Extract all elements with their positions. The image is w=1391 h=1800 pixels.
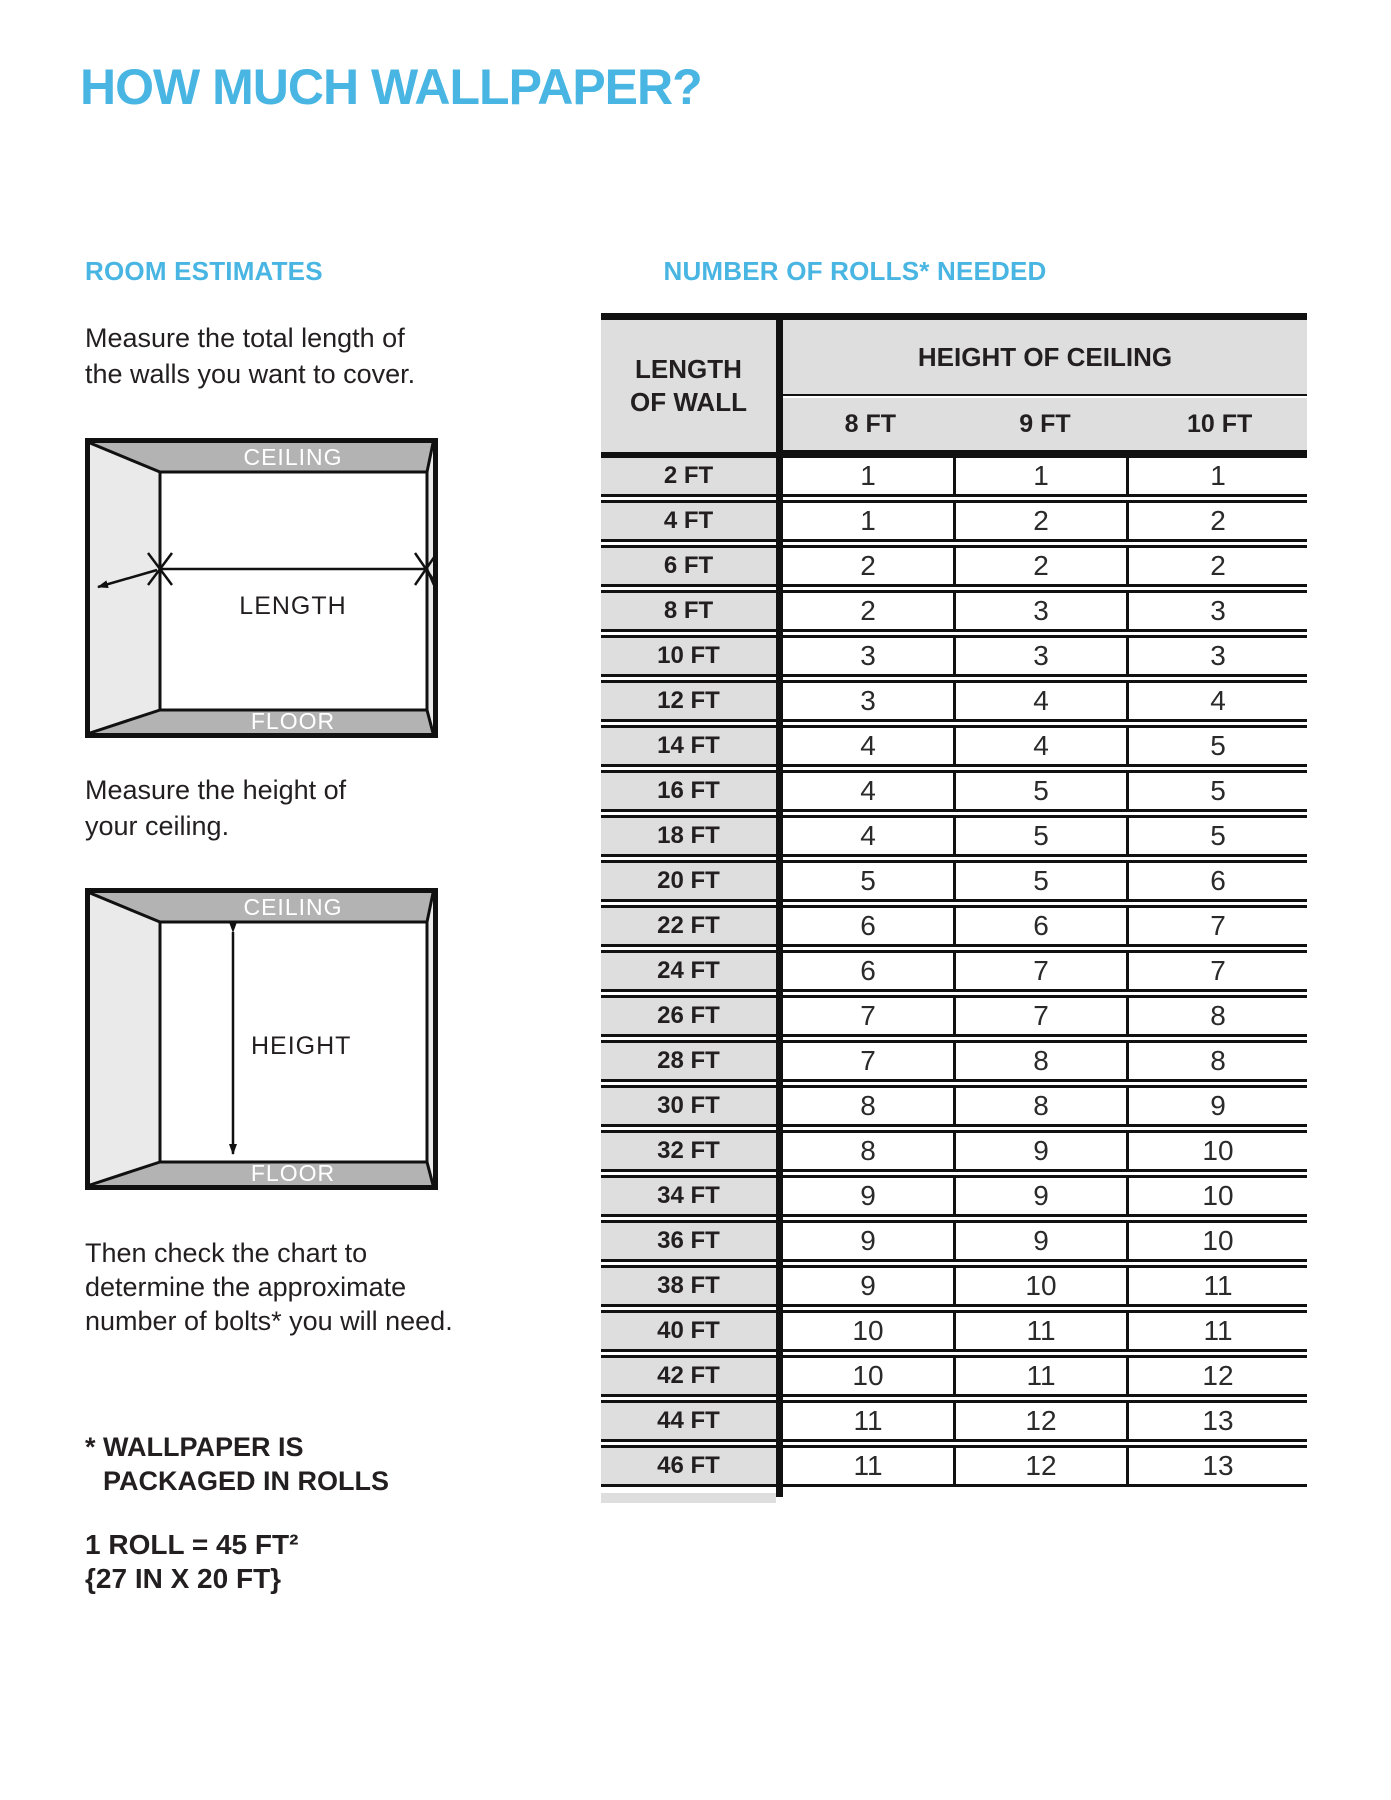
table-top-border	[601, 313, 1307, 320]
footnote	[85, 1430, 389, 1498]
row-header-line2: OF WALL	[630, 387, 747, 417]
ceiling-label: CEILING	[243, 894, 343, 920]
data-cell: 10	[783, 1355, 956, 1397]
row-label: 30 FT	[601, 1085, 776, 1127]
data-cell: 3	[956, 590, 1129, 632]
row-divider-gap	[776, 680, 783, 722]
row-divider-gap	[776, 1220, 783, 1262]
row-divider-gap	[776, 1175, 783, 1217]
data-cell: 8	[1129, 1040, 1307, 1082]
data-cell: 9	[956, 1130, 1129, 1172]
row-divider-gap	[776, 905, 783, 947]
instruction-chart-line3: number of bolts* you will need.	[85, 1306, 453, 1336]
data-cell: 8	[956, 1085, 1129, 1127]
row-divider-gap	[776, 995, 783, 1037]
table-row	[601, 1085, 1307, 1127]
data-cell: 2	[783, 545, 956, 587]
row-label: 32 FT	[601, 1130, 776, 1172]
data-cell: 9	[1129, 1085, 1307, 1127]
data-cell: 3	[956, 635, 1129, 677]
length-label: LENGTH	[239, 592, 347, 620]
data-cell: 1	[956, 455, 1129, 497]
data-cell: 8	[783, 1085, 956, 1127]
data-cell: 5	[1129, 770, 1307, 812]
column-subheader-row	[783, 398, 1307, 455]
row-label: 12 FT	[601, 680, 776, 722]
row-divider-gap	[776, 545, 783, 587]
floor-label: FLOOR	[250, 1160, 336, 1186]
data-cell: 5	[1129, 815, 1307, 857]
data-cell: 5	[783, 860, 956, 902]
row-divider-gap	[776, 770, 783, 812]
row-label: 40 FT	[601, 1310, 776, 1352]
row-label: 18 FT	[601, 815, 776, 857]
room-diagram-length	[85, 438, 438, 738]
row-divider-gap	[776, 815, 783, 857]
table-row	[601, 455, 1307, 497]
instruction-chart-line2: determine the approximate	[85, 1272, 407, 1302]
data-cell: 7	[783, 995, 956, 1037]
data-cell: 2	[956, 545, 1129, 587]
data-cell: 1	[783, 455, 956, 497]
data-cell: 6	[783, 905, 956, 947]
row-divider-gap	[776, 635, 783, 677]
data-cell: 10	[783, 1310, 956, 1352]
data-cell: 2	[1129, 500, 1307, 542]
data-cell: 5	[956, 815, 1129, 857]
table-row	[601, 1400, 1307, 1442]
data-cell: 4	[1129, 680, 1307, 722]
data-cell: 5	[1129, 725, 1307, 767]
column-label-10ft: 10 FT	[1187, 409, 1253, 438]
row-label: 38 FT	[601, 1265, 776, 1307]
roll-size-info	[85, 1528, 298, 1596]
table-row	[601, 1265, 1307, 1307]
row-divider-gap	[776, 725, 783, 767]
data-cell: 2	[783, 590, 956, 632]
instruction-chart-line1: Then check the chart to	[85, 1238, 368, 1268]
roll-size-line2: {27 IN X 20 FT}	[85, 1563, 282, 1594]
left-wall-surface	[90, 443, 160, 733]
section-heading-room-estimates: ROOM ESTIMATES	[85, 256, 323, 286]
data-cell: 10	[1129, 1220, 1307, 1262]
footnote-line1: * WALLPAPER IS	[85, 1432, 304, 1462]
table-row	[601, 1310, 1307, 1352]
row-divider-gap	[776, 1085, 783, 1127]
instruction-length	[85, 320, 415, 392]
table-rows	[601, 455, 1307, 1490]
row-label: 8 FT	[601, 590, 776, 632]
data-cell: 9	[783, 1175, 956, 1217]
data-cell: 3	[1129, 590, 1307, 632]
column-header-cell: HEIGHT OF CEILING	[783, 320, 1307, 396]
row-label: 22 FT	[601, 905, 776, 947]
left-wall-surface	[90, 893, 160, 1185]
row-divider-gap	[776, 500, 783, 542]
data-cell: 9	[783, 1220, 956, 1262]
data-cell: 9	[956, 1175, 1129, 1217]
table-row	[601, 1445, 1307, 1487]
table-row	[601, 545, 1307, 587]
data-cell: 11	[1129, 1265, 1307, 1307]
data-cell: 3	[1129, 635, 1307, 677]
row-label: 36 FT	[601, 1220, 776, 1262]
table-row	[601, 950, 1307, 992]
back-wall	[160, 472, 427, 710]
data-cell: 13	[1129, 1445, 1307, 1487]
page-title: HOW MUCH WALLPAPER?	[80, 59, 702, 115]
data-cell: 12	[956, 1445, 1129, 1487]
data-cell: 8	[783, 1130, 956, 1172]
data-cell: 7	[956, 950, 1129, 992]
row-divider-gap	[776, 1310, 783, 1352]
table-row	[601, 680, 1307, 722]
row-label: 28 FT	[601, 1040, 776, 1082]
instruction-height-line1: Measure the height of	[85, 775, 347, 805]
data-cell: 9	[956, 1220, 1129, 1262]
data-cell: 7	[1129, 905, 1307, 947]
data-cell: 4	[783, 770, 956, 812]
data-cell: 8	[956, 1040, 1129, 1082]
data-cell: 11	[783, 1445, 956, 1487]
table-row	[601, 1220, 1307, 1262]
data-cell: 10	[956, 1265, 1129, 1307]
data-cell: 4	[783, 725, 956, 767]
table-row	[601, 995, 1307, 1037]
table-row	[601, 500, 1307, 542]
ceiling-label: CEILING	[243, 444, 343, 470]
table-row	[601, 815, 1307, 857]
room-diagram-height	[85, 888, 438, 1190]
data-cell: 12	[1129, 1355, 1307, 1397]
data-cell: 6	[783, 950, 956, 992]
table-row	[601, 1175, 1307, 1217]
data-cell: 1	[1129, 455, 1307, 497]
table-row	[601, 905, 1307, 947]
row-label: 10 FT	[601, 635, 776, 677]
row-label: 16 FT	[601, 770, 776, 812]
data-cell: 4	[956, 680, 1129, 722]
table-row	[601, 1355, 1307, 1397]
table-row	[601, 725, 1307, 767]
rolls-table	[601, 313, 1307, 1505]
row-label: 20 FT	[601, 860, 776, 902]
data-cell: 8	[1129, 995, 1307, 1037]
data-cell: 2	[956, 500, 1129, 542]
row-divider-gap	[776, 1445, 783, 1487]
data-cell: 10	[1129, 1130, 1307, 1172]
instruction-length-line2: the walls you want to cover.	[85, 359, 416, 389]
data-cell: 7	[1129, 950, 1307, 992]
column-label-9ft: 9 FT	[1019, 409, 1071, 438]
column-label-8ft: 8 FT	[844, 409, 897, 438]
data-cell: 7	[783, 1040, 956, 1082]
data-cell: 3	[783, 635, 956, 677]
table-bottom-gray-strip	[601, 1493, 776, 1503]
table-heading: NUMBER OF ROLLS* NEEDED	[663, 256, 1047, 286]
instruction-height-line2: your ceiling.	[85, 811, 230, 841]
table-row	[601, 860, 1307, 902]
data-cell: 6	[956, 905, 1129, 947]
instruction-height	[85, 772, 346, 844]
data-cell: 6	[1129, 860, 1307, 902]
height-label: HEIGHT	[251, 1032, 352, 1060]
row-divider-gap	[776, 1130, 783, 1172]
data-cell: 9	[783, 1265, 956, 1307]
row-divider-gap	[776, 1400, 783, 1442]
data-cell: 11	[956, 1310, 1129, 1352]
table-row	[601, 635, 1307, 677]
row-label: 44 FT	[601, 1400, 776, 1442]
data-cell: 11	[783, 1400, 956, 1442]
data-cell: 12	[956, 1400, 1129, 1442]
row-divider-gap	[776, 1265, 783, 1307]
data-cell: 3	[783, 680, 956, 722]
row-divider-gap	[776, 455, 783, 497]
row-divider-gap	[776, 1355, 783, 1397]
data-cell: 5	[956, 860, 1129, 902]
row-header-line1: LENGTH	[635, 354, 742, 384]
row-label: 4 FT	[601, 500, 776, 542]
table-row	[601, 1130, 1307, 1172]
data-cell: 11	[1129, 1310, 1307, 1352]
table-row	[601, 590, 1307, 632]
data-cell: 13	[1129, 1400, 1307, 1442]
table-row	[601, 770, 1307, 812]
row-divider-gap	[776, 950, 783, 992]
data-cell: 2	[1129, 545, 1307, 587]
row-label: 26 FT	[601, 995, 776, 1037]
row-divider-gap	[776, 1040, 783, 1082]
row-divider-gap	[776, 860, 783, 902]
row-header-cell	[601, 320, 776, 455]
data-cell: 10	[1129, 1175, 1307, 1217]
row-label: 42 FT	[601, 1355, 776, 1397]
data-cell: 11	[956, 1355, 1129, 1397]
data-cell: 4	[956, 725, 1129, 767]
row-divider-gap	[776, 590, 783, 632]
row-label: 46 FT	[601, 1445, 776, 1487]
table-row	[601, 1040, 1307, 1082]
row-label: 14 FT	[601, 725, 776, 767]
row-label: 34 FT	[601, 1175, 776, 1217]
instruction-chart	[85, 1236, 453, 1338]
footnote-line2: PACKAGED IN ROLLS	[103, 1466, 390, 1496]
data-cell: 1	[783, 500, 956, 542]
data-cell: 5	[956, 770, 1129, 812]
roll-size-line1: 1 ROLL = 45 FT²	[85, 1529, 299, 1560]
row-label: 2 FT	[601, 455, 776, 497]
row-label: 24 FT	[601, 950, 776, 992]
instruction-length-line1: Measure the total length of	[85, 323, 405, 353]
data-cell: 4	[783, 815, 956, 857]
floor-label: FLOOR	[250, 708, 336, 734]
row-label: 6 FT	[601, 545, 776, 587]
data-cell: 7	[956, 995, 1129, 1037]
